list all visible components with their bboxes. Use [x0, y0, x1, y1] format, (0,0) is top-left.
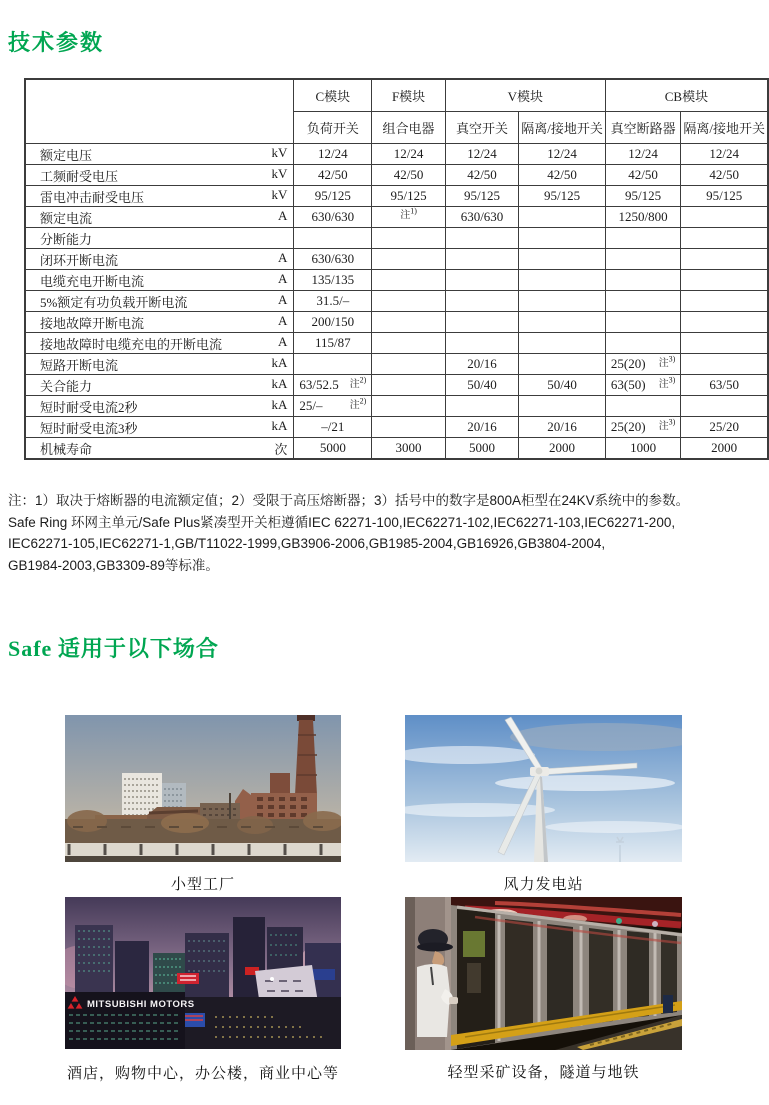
parameter-label-cell: 额定电流 A: [25, 207, 294, 228]
parameter-label-cell: 短路开断电流 kA: [25, 354, 294, 375]
spec-value-cell: 95/125: [519, 186, 606, 207]
spec-value-cell: [519, 249, 606, 270]
spec-row: [25, 438, 768, 460]
spec-value-cell: 5000: [445, 438, 518, 460]
spec-row: [25, 417, 768, 438]
spec-value-cell: [445, 333, 518, 354]
city-night-illustration: [65, 897, 341, 1049]
spec-value-cell: [605, 249, 680, 270]
unit-label: 次: [274, 441, 288, 457]
spec-value-cell: 12/24: [445, 144, 518, 165]
spec-value-cell: [445, 228, 518, 249]
parameter-label-cell: 短时耐受电流2秒 kA: [25, 396, 294, 417]
spec-value-cell: [605, 228, 680, 249]
spec-value-cell: [372, 207, 445, 228]
spec-value-cell: [445, 396, 518, 417]
spec-value-cell: [445, 270, 518, 291]
spec-value-cell: [445, 291, 518, 312]
unit-label: A: [277, 249, 288, 265]
spec-value-cell: 63/50: [681, 375, 768, 396]
sub-header: 真空断路器: [605, 112, 680, 144]
spec-value-cell: [519, 396, 606, 417]
spec-value-cell: 95/125: [294, 186, 372, 207]
spec-value-cell: [294, 354, 372, 375]
parameter-label-cell: 分断能力: [25, 228, 294, 249]
unit-label: kA: [271, 417, 288, 433]
spec-value-cell: 115/87: [294, 333, 372, 354]
spec-row: [25, 270, 768, 291]
spec-value-cell: 20/16: [445, 417, 518, 438]
spec-value-cell: 25/– 注$^{2)}$: [294, 396, 372, 417]
wind-turbine-illustration: [405, 715, 682, 862]
photo-subway: [405, 897, 682, 1082]
spec-value-cell: [681, 396, 768, 417]
spec-value-cell: [372, 228, 445, 249]
sub-header: 负荷开关: [294, 112, 372, 144]
spec-value-cell: [681, 228, 768, 249]
spec-value-cell: 95/125: [681, 186, 768, 207]
spec-value-cell: 135/135: [294, 270, 372, 291]
section-title: [8, 632, 219, 663]
spec-value-cell: 20/16: [519, 417, 606, 438]
spec-value-cell: [605, 270, 680, 291]
spec-row: [25, 396, 768, 417]
photo-caption: 酒店，购物中心，办公楼，商业中心等: [67, 1065, 340, 1082]
note-line: 注：1）取决于熔断器的电流额定值；2）受限于高压熔断器；3）括号中的数字是800A柜型在24KV系统中的参数。: [8, 493, 690, 508]
sub-header: 隔离/接地开关: [519, 112, 606, 144]
spec-value-cell: [519, 207, 606, 228]
parameter-label-cell: 电缆充电开断电流 A: [25, 270, 294, 291]
parameter-label-cell: 机械寿命 次: [25, 438, 294, 460]
spec-value-cell: [681, 249, 768, 270]
spec-value-cell: 42/50: [294, 165, 372, 186]
subway-illustration: [405, 897, 682, 1050]
section-title-zh: 适用于以下场合: [57, 636, 219, 661]
spec-value-cell: 5000: [294, 438, 372, 460]
note-line: Safe Ring 环网主单元/Safe Plus紧凑型开关柜遵循IEC 62271-100,IEC62271-102,IEC62271-103,IEC62271-200,: [8, 514, 676, 530]
unit-label: kV: [271, 186, 288, 202]
parameter-label-cell: 5%额定有功负载开断电流 A: [25, 291, 294, 312]
spec-value-cell: [372, 396, 445, 417]
spec-row: [25, 144, 768, 165]
spec-value-cell: [372, 270, 445, 291]
spec-value-cell: 50/40: [519, 375, 606, 396]
spec-row: [25, 207, 768, 228]
spec-value-cell: [519, 333, 606, 354]
note-reference: 注$^{3)}$: [658, 375, 676, 390]
spec-value-cell: 12/24: [605, 144, 680, 165]
spec-value-cell: 12/24: [372, 144, 445, 165]
spec-row: [25, 354, 768, 375]
spec-value-cell: [372, 249, 445, 270]
note-reference: 注$^{3)}$: [658, 417, 676, 432]
note-reference: 注$^{2)}$: [349, 396, 367, 411]
spec-value-cell: [519, 354, 606, 375]
spec-value-cell: 200/150: [294, 312, 372, 333]
spec-value-cell: 63/52.5 注$^{2)}$: [294, 375, 372, 396]
spec-value-cell: [372, 312, 445, 333]
unit-label: A: [277, 207, 288, 223]
spec-value-cell: [519, 270, 606, 291]
parameter-label-cell: 雷电冲击耐受电压 kV: [25, 186, 294, 207]
spec-value-cell: [372, 291, 445, 312]
mitsubishi-sign-text: MITSUBISHI MOTORS: [87, 999, 195, 1010]
photo-caption: 小型工厂: [170, 876, 235, 893]
note-line: GB1984-2003,GB3309-89等标准。: [8, 557, 219, 573]
module-group-header: V模块: [445, 79, 605, 112]
spec-value-cell: 2000: [519, 438, 606, 460]
module-group-header: CB模块: [605, 79, 768, 112]
parameter-label-cell: 额定电压 kV: [25, 144, 294, 165]
spec-value-cell: 2000: [681, 438, 768, 460]
spec-value-cell: [372, 417, 445, 438]
spec-value-cell: 95/125: [372, 186, 445, 207]
photo-city-night: [65, 897, 341, 1083]
spec-table-header: [25, 79, 768, 144]
spec-value-cell: [605, 333, 680, 354]
photo-caption: 风力发电站: [503, 876, 584, 893]
spec-value-cell: 95/125: [605, 186, 680, 207]
spec-value-cell: 1000: [605, 438, 680, 460]
spec-row: [25, 186, 768, 207]
photo-caption: 轻型采矿设备，隧道与地铁: [447, 1064, 640, 1081]
spec-value-cell: [519, 291, 606, 312]
spec-row: [25, 291, 768, 312]
section-title-en: Safe: [8, 636, 53, 661]
spec-value-cell: [681, 291, 768, 312]
spec-value-cell: [294, 228, 372, 249]
spec-value-cell: 95/125: [445, 186, 518, 207]
unit-label: kV: [271, 165, 288, 181]
unit-label: kV: [271, 144, 288, 160]
spec-value-cell: 42/50: [681, 165, 768, 186]
spec-value-cell: [681, 333, 768, 354]
note-line: IEC62271-105,IEC62271-1,GB/T11022-1999,GB3906-2006,GB1985-2004,GB16926,GB3804-2004,: [8, 536, 606, 551]
spec-value-cell: [605, 312, 680, 333]
parameter-label-cell: 短时耐受电流3秒 kA: [25, 417, 294, 438]
spec-value-cell: 42/50: [605, 165, 680, 186]
table-notes: [8, 490, 764, 576]
spec-corner-cell: [25, 79, 294, 144]
parameter-label-cell: 接地故障开断电流 A: [25, 312, 294, 333]
module-group-header: F模块: [372, 79, 445, 112]
spec-row: [25, 312, 768, 333]
spec-value-cell: [372, 333, 445, 354]
spec-value-cell: [681, 354, 768, 375]
module-group-header: C模块: [294, 79, 372, 112]
note-reference: 注$^{3)}$: [658, 354, 676, 369]
spec-value-cell: 42/50: [445, 165, 518, 186]
spec-value-cell: 12/24: [294, 144, 372, 165]
spec-value-cell: 12/24: [519, 144, 606, 165]
unit-label: kA: [271, 354, 288, 370]
spec-value-cell: 42/50: [519, 165, 606, 186]
spec-value-cell: 12/24: [681, 144, 768, 165]
unit-label: kA: [271, 396, 288, 412]
spec-value-cell: [681, 207, 768, 228]
parameter-label-cell: 接地故障时电缆充电的开断电流 A: [25, 333, 294, 354]
spec-value-cell: 3000: [372, 438, 445, 460]
unit-label: A: [277, 333, 288, 349]
spec-table: [24, 78, 769, 460]
unit-label: A: [277, 270, 288, 286]
spec-value-cell: 63(50) 注$^{3)}$: [605, 375, 680, 396]
sub-header: 组合电器: [372, 112, 445, 144]
spec-value-cell: 31.5/–: [294, 291, 372, 312]
parameter-label-cell: 关合能力 kA: [25, 375, 294, 396]
spec-value-cell: –/21: [294, 417, 372, 438]
spec-value-cell: 630/630: [294, 249, 372, 270]
spec-table-body: [25, 144, 768, 460]
unit-label: A: [277, 312, 288, 328]
unit-label: A: [277, 291, 288, 307]
page-title: 技术参数: [8, 30, 105, 55]
spec-row: [25, 228, 768, 249]
spec-row: [25, 333, 768, 354]
spec-row: [25, 375, 768, 396]
note-reference: 注$^{2)}$: [349, 375, 367, 390]
spec-value-cell: [681, 312, 768, 333]
spec-value-cell: [519, 228, 606, 249]
unit-label: kA: [271, 375, 288, 391]
photo-wind-turbine: [405, 715, 682, 894]
spec-value-cell: [681, 270, 768, 291]
spec-value-cell: [372, 354, 445, 375]
spec-value-cell: 25(20) 注$^{3)}$: [605, 417, 680, 438]
spec-value-cell: [605, 291, 680, 312]
spec-value-cell: 25/20: [681, 417, 768, 438]
note-reference: 注1): [400, 206, 417, 221]
spec-value-cell: 20/16: [445, 354, 518, 375]
parameter-label-cell: 闭环开断电流 A: [25, 249, 294, 270]
spec-value-cell: [445, 249, 518, 270]
spec-value-cell: 25(20) 注$^{3)}$: [605, 354, 680, 375]
parameter-label-cell: 工频耐受电压 kV: [25, 165, 294, 186]
spec-value-cell: 42/50: [372, 165, 445, 186]
factory-photo-illustration: [65, 715, 341, 862]
spec-value-cell: 1250/800: [605, 207, 680, 228]
spec-value-cell: 50/40: [445, 375, 518, 396]
spec-value-cell: [445, 312, 518, 333]
spec-value-cell: [519, 312, 606, 333]
spec-value-cell: 630/630: [294, 207, 372, 228]
spec-value-cell: [372, 375, 445, 396]
photo-small-factory: [65, 715, 341, 894]
spec-row: [25, 249, 768, 270]
spec-value-cell: 630/630: [445, 207, 518, 228]
spec-row: [25, 165, 768, 186]
spec-value-cell: [605, 396, 680, 417]
sub-header: 隔离/接地开关: [681, 112, 768, 144]
sub-header: 真空开关: [445, 112, 518, 144]
